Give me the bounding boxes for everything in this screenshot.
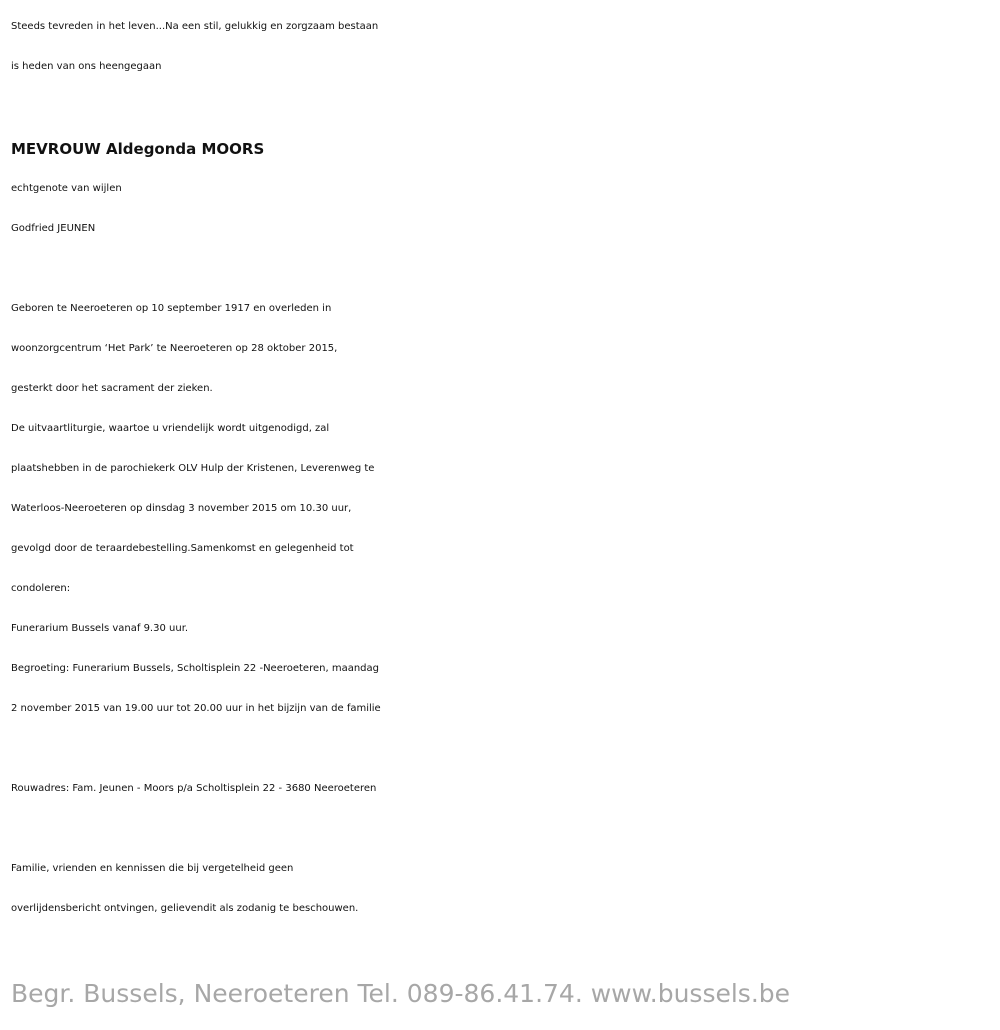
details-line: 2 november 2015 van 19.00 uur tot 20.00 uur in het bijzijn van de familie — [11, 703, 381, 714]
details-line: gevolgd door de teraardebestelling.Samenkomst en gelegenheid tot — [11, 543, 354, 554]
funeral-home-footer: Begr. Bussels, Neeroeteren Tel. 089-86.41.74. www.bussels.be — [11, 979, 791, 1008]
details-line: plaatshebben in de parochiekerk OLV Hulp der Kristenen, Leverenweg te — [11, 463, 375, 474]
details-line: Begroeting: Funerarium Bussels, Scholtisplein 22 -Neeroeteren, maandag — [11, 663, 379, 674]
notice-block — [11, 849, 1000, 929]
details-block — [11, 289, 1000, 729]
intro-line: Steeds tevreden in het leven...Na een stil, gelukkig en zorgzaam bestaan — [11, 21, 379, 32]
deceased-name: MEVROUW Aldegonda MOORS — [11, 140, 265, 158]
intro-text — [11, 7, 1000, 87]
spacer — [11, 249, 1000, 289]
intro-line: is heden van ons heengegaan — [11, 61, 162, 72]
details-line: Funerarium Bussels vanaf 9.30 uur. — [11, 623, 189, 634]
spacer — [11, 809, 1000, 849]
details-line: De uitvaartliturgie, waartoe u vriendelijk wordt uitgenodigd, zal — [11, 423, 330, 434]
details-line: condoleren: — [11, 583, 71, 594]
details-line: Geboren te Neeroeteren op 10 september 1917 en overleden in — [11, 303, 332, 314]
relation-line: echtgenote van wijlen — [11, 183, 122, 194]
details-line: woonzorgcentrum ‘Het Park’ te Neeroeteren op 28 oktober 2015, — [11, 343, 338, 354]
details-line: gesterkt door het sacrament der zieken. — [11, 383, 213, 394]
mourning-address: Rouwadres: Fam. Jeunen - Moors p/a Scholtisplein 22 - 3680 Neeroeteren — [11, 783, 377, 794]
details-line: Waterloos-Neeroeteren op dinsdag 3 november 2015 om 10.30 uur, — [11, 503, 352, 514]
spouse-name: Godfried JEUNEN — [11, 223, 96, 234]
notice-line: overlijdensbericht ontvingen, gelievendit als zodanig te beschouwen. — [11, 903, 359, 914]
spacer — [11, 729, 1000, 769]
notice-line: Familie, vrienden en kennissen die bij vergetelheid geen — [11, 863, 294, 874]
